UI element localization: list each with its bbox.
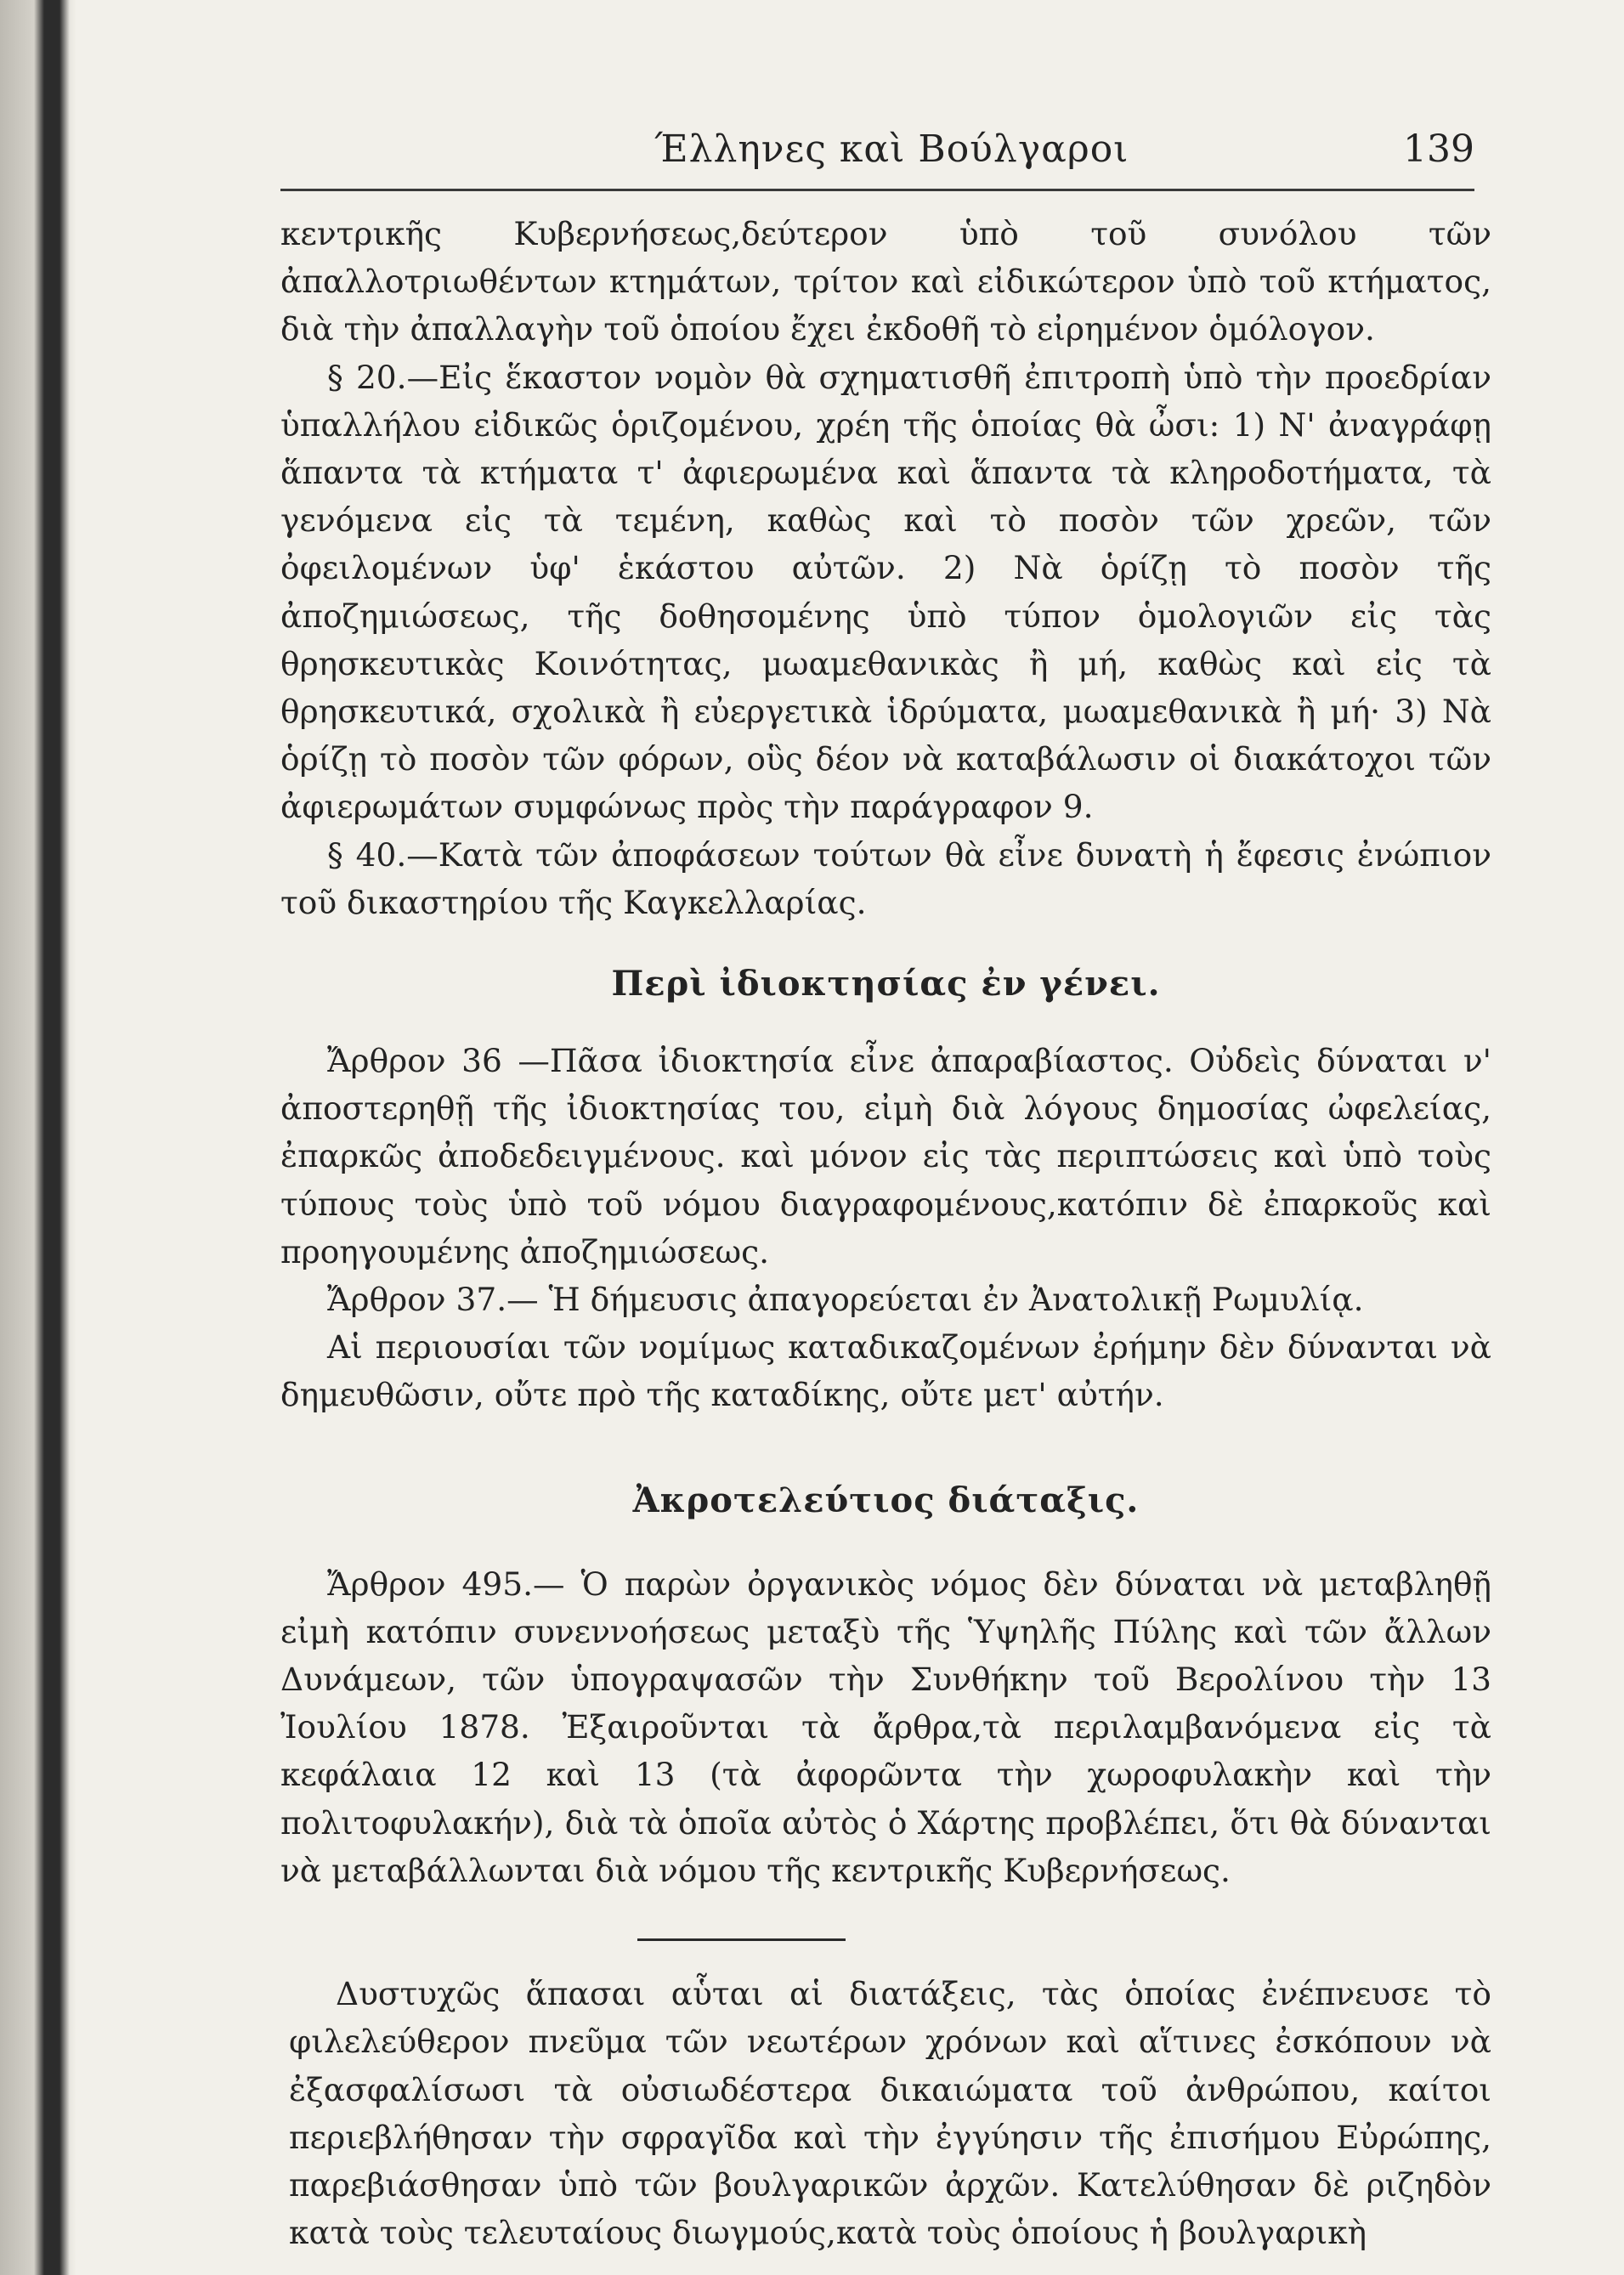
closing-paragraph [280,1970,1491,2256]
section-divider [637,1938,846,1941]
section-heading-final-provision: Ἀκροτελεύτιος διάταξις. [632,1480,1140,1520]
page-number: 139 [1403,127,1474,171]
paragraph-article-495: Ἄρθρον 495.— Ὁ παρὼν ὀργανικὸς νόμος δὲν δύναται νὰ μεταβληθῇ εἰμὴ κατόπιν συνεννοήσεως μεταξὺ τῆς Ὑψηλῆς Πύλης καὶ τῶν ἄλλων Δυνάμεων, τῶν ὑπογραψασῶν τὴν Συνθήκην τοῦ Βερολίνου τὴν 13 Ἰουλίου 1878. Ἐξαιροῦνται τὰ ἄρθρα,τὰ περιλαμβανόμενα εἰς τὰ κεφάλαια 12 καὶ 13 (τὰ ἀφορῶντα τὴν χωροφυλακὴν καὶ τὴν πολιτοφυλακήν), διὰ τὰ ὁποῖα αὐτὸς ὁ Χάρτης προβλέπει, ὅτι θὰ δύνανται νὰ μεταβάλλωνται διὰ νόμου τῆς κεντρικῆς Κυβερνήσεως. [280,1565,1491,1889]
book-binding-edge [0,0,76,2275]
header-rule [280,189,1474,191]
paragraph-continuation: κεντρικῆς Κυβερνήσεως,δεύτερον ὑπὸ τοῦ συνόλου τῶν ἀπαλλοτριωθέντων κτημάτων, τρίτον καὶ εἰδικώτερον ὑπὸ τοῦ κτήματος, διὰ τὴν ἀπαλλαγὴν τοῦ ὁποίου ἔχει ἐκδοθῆ τὸ εἰρημένον ὁμόλογον. [280,215,1491,348]
paragraph-confiscation: Αἱ περιουσίαι τῶν νομίμως καταδικαζομένων ἐρήμην δὲν δύνανται νὰ δημευθῶσιν, οὔτε πρὸ τῆς καταδίκης, οὔτε μετ' αὐτήν. [280,1328,1491,1414]
main-text [280,210,1491,1894]
running-header [280,119,1491,178]
paragraph-section-40: § 40.—Κατὰ τῶν ἀποφάσεων τούτων θὰ εἶνε δυνατὴ ἡ ἔφεσις ἐνώπιον τοῦ δικαστηρίου τῆς Καγκελλαρίας. [280,835,1491,921]
book-page [280,119,1491,2256]
running-title: Έλληνες καὶ Βούλγαροι [654,127,1129,171]
paragraph-section-20: § 20.—Εἰς ἕκαστον νομὸν θὰ σχηματισθῆ ἐπιτροπὴ ὑπὸ τὴν προεδρίαν ὑπαλλήλου εἰδικῶς ὁριζομένου, χρέη τῆς ὁποίας θὰ ὦσι: 1) Ν' ἀναγράφῃ ἅπαντα τὰ κτήματα τ' ἀφιερωμένα καὶ ἅπαντα τὰ κληροδοτήματα, τὰ γενόμενα εἰς τὰ τεμένη, καθὼς καὶ τὸ ποσὸν τῶν χρεῶν, τῶν ὀφειλομένων ὑφ' ἑκάστου αὐτῶν. 2) Νὰ ὁρίζῃ τὸ ποσὸν τῆς ἀποζημιώσεως, τῆς δοθησομένης ὑπὸ τύπον ὁμολογιῶν εἰς τὰς θρησκευτικὰς Κοινότητας, μωαμεθανικὰς ἢ μή, καθὼς καὶ εἰς τὰ θρησκευτικά, σχολικὰ ἢ εὐεργετικὰ ἱδρύματα, μωαμεθανικὰ ἢ μή· 3) Νὰ ὁρίζῃ τὸ ποσὸν τῶν φόρων, οὓς δέον νὰ καταβάλωσιν οἱ διακάτοχοι τῶν ἀφιερωμάτων συμφώνως πρὸς τὴν παράγραφον 9. [280,358,1491,826]
section-heading-property: Περὶ ἰδιοκτησίας ἐν γένει. [611,964,1161,1005]
paragraph-article-36: Ἄρθρον 36 —Πᾶσα ἰδιοκτησία εἶνε ἀπαραβίαστος. Οὐδεὶς δύναται ν' ἀποστερηθῇ τῆς ἰδιοκτησίας του, εἰμὴ διὰ λόγους δημοσίας ὠφελείας, ἐπαρκῶς ἀποδεδειγμένους. καὶ μόνον εἰς τὰς περιπτώσεις καὶ ὑπὸ τοὺς τύπους τοὺς ὑπὸ τοῦ νόμου διαγραφομένους,κατόπιν δὲ ἐπαρκοῦς καὶ προηγουμένης ἀποζημιώσεως. [280,1042,1491,1270]
closing-paragraph-text: Δυστυχῶς ἅπασαι αὗται αἱ διατάξεις, τὰς ὁποίας ἐνέπνευσε τὸ φιλελεύθερον πνεῦμα τῶν νεωτέρων χρόνων καὶ αἵτινες ἐσκόπουν νὰ ἐξασφαλίσωσι τὰ οὐσιωδέστερα δικαιώματα τοῦ ἀνθρώπου, καίτοι περιεβλήθησαν τὴν σφραγῖδα καὶ τὴν ἐγγύησιν τῆς ἐπισήμου Εὐρώπης, παρεβιάσθησαν ὑπὸ τῶν βουλγαρικῶν ἀρχῶν. Κατελύθησαν δὲ ριζηδὸν κατὰ τοὺς τελευταίους διωγμούς,κατὰ τοὺς ὁποίους ἡ βουλγαρικὴ [289,1975,1491,2252]
paragraph-article-37: Ἄρθρον 37.— Ἡ δήμευσις ἀπαγορεύεται ἐν Ἀνατολικῇ Ρωμυλίᾳ. [327,1281,1364,1319]
